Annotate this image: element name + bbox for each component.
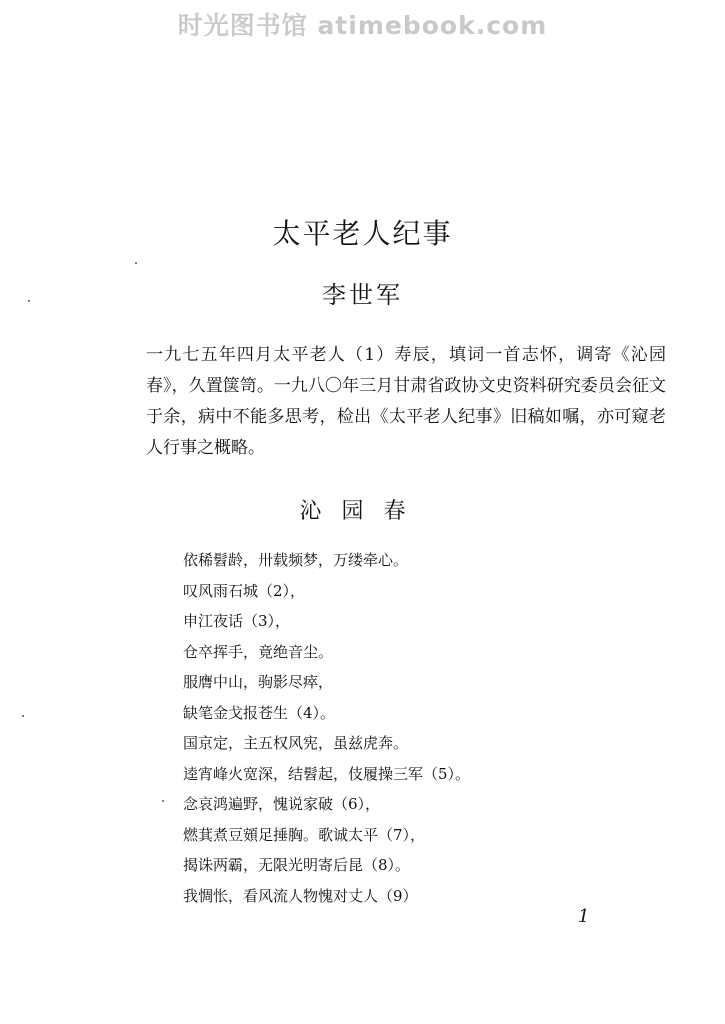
scan-speck bbox=[135, 262, 137, 264]
poem-line: 念哀鸿遍野，愧说家破（6）， bbox=[183, 795, 381, 813]
page-number: 1 bbox=[578, 906, 590, 927]
poem-line: 服膺中山，驹影尽瘁， bbox=[183, 673, 334, 691]
poem-line: 逵宵峰火宽深，结髫起，伎履操三军（5）。 bbox=[183, 764, 471, 783]
intro-paragraph: 一九七五年四月太平老人（1）寿辰，填词一首志怀，调寄《沁园春》，久置箧笥。一九八〇年三月甘肃省政协文史资料研究委员会征文于余，病中不能多思考，检出《太平老人纪事》旧稿如嘱，亦可窥老人行事之概略。 bbox=[146, 345, 666, 458]
poem-line: 燃萁煮豆頞足捶胸。歌诚太平（7）， bbox=[183, 825, 426, 844]
poem-line: 我惆怅，看风流人物愧对丈人（9） bbox=[183, 886, 418, 905]
poem-line: 依稀髫龄，卅载频梦，万缕牵心。 bbox=[183, 551, 409, 569]
poem-body bbox=[183, 545, 643, 911]
poem-line: 揭诛两霸，无限光明寄后昆（8）。 bbox=[183, 856, 411, 874]
poem-line: 仓卒挥手，竟绝音尘。 bbox=[183, 642, 334, 661]
scan-speck bbox=[22, 715, 24, 717]
author-name: 李世军 bbox=[322, 281, 403, 309]
poem-line: 国京定，主五权风宪，虽兹虎奔。 bbox=[183, 734, 409, 752]
poem-line: 申江夜话（3）， bbox=[183, 612, 291, 630]
poem-line: 叹风雨石城（2）， bbox=[183, 581, 306, 600]
poem-line: 缺笔金戈报苍生（4）。 bbox=[183, 703, 336, 722]
watermark: 时光图书馆 atimebook.com bbox=[177, 11, 548, 40]
scan-speck bbox=[28, 300, 30, 302]
article-title: 太平老人纪事 bbox=[272, 217, 453, 250]
scan-speck bbox=[162, 800, 164, 802]
poem-title: 沁园春 bbox=[299, 499, 426, 524]
